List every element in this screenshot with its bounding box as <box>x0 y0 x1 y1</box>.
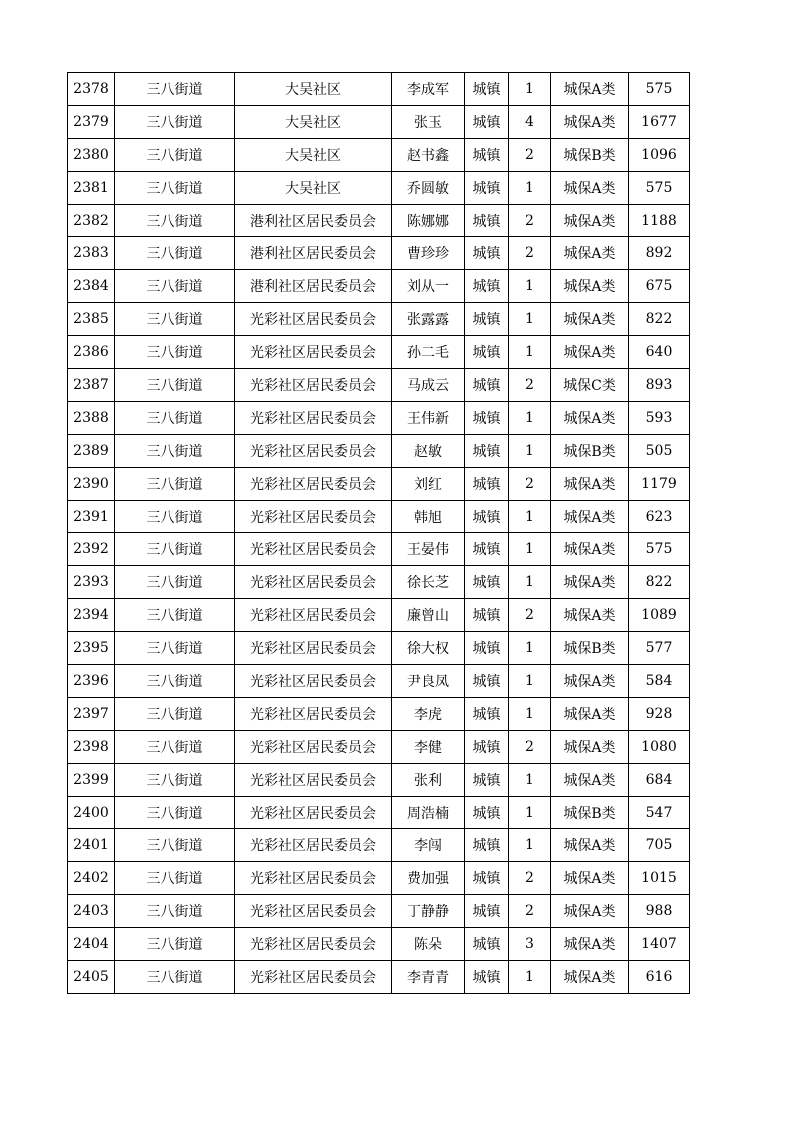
person-name-cell: 乔圆敏 <box>392 171 465 204</box>
table-row <box>68 862 690 895</box>
record-number-cell: 2381 <box>68 171 115 204</box>
person-name-cell: 张利 <box>392 763 465 796</box>
area-type-cell: 城镇 <box>465 73 509 106</box>
household-count-cell: 2 <box>509 204 551 237</box>
household-count-cell: 2 <box>509 467 551 500</box>
street-name-cell: 三八街道 <box>115 171 235 204</box>
person-name-cell: 王晏伟 <box>392 533 465 566</box>
household-count-cell: 1 <box>509 434 551 467</box>
household-count-cell: 2 <box>509 237 551 270</box>
household-count-cell: 1 <box>509 796 551 829</box>
insurance-category-cell: 城保A类 <box>551 204 629 237</box>
street-name-cell: 三八街道 <box>115 730 235 763</box>
person-name-cell: 曹珍珍 <box>392 237 465 270</box>
table-row <box>68 467 690 500</box>
community-name-cell: 光彩社区居民委员会 <box>235 632 392 665</box>
area-type-cell: 城镇 <box>465 829 509 862</box>
table-row <box>68 566 690 599</box>
table-row <box>68 105 690 138</box>
street-name-cell: 三八街道 <box>115 895 235 928</box>
community-name-cell: 光彩社区居民委员会 <box>235 730 392 763</box>
amount-cell: 1096 <box>629 138 690 171</box>
community-name-cell: 港利社区居民委员会 <box>235 204 392 237</box>
household-count-cell: 4 <box>509 105 551 138</box>
community-name-cell: 光彩社区居民委员会 <box>235 303 392 336</box>
community-name-cell: 光彩社区居民委员会 <box>235 599 392 632</box>
street-name-cell: 三八街道 <box>115 533 235 566</box>
person-name-cell: 刘红 <box>392 467 465 500</box>
community-name-cell: 光彩社区居民委员会 <box>235 401 392 434</box>
area-type-cell: 城镇 <box>465 533 509 566</box>
household-count-cell: 1 <box>509 73 551 106</box>
insurance-category-cell: 城保A类 <box>551 73 629 106</box>
record-number-cell: 2391 <box>68 500 115 533</box>
insurance-category-cell: 城保A类 <box>551 862 629 895</box>
record-number-cell: 2388 <box>68 401 115 434</box>
area-type-cell: 城镇 <box>465 796 509 829</box>
record-number-cell: 2380 <box>68 138 115 171</box>
table-row <box>68 401 690 434</box>
area-type-cell: 城镇 <box>465 171 509 204</box>
amount-cell: 575 <box>629 533 690 566</box>
area-type-cell: 城镇 <box>465 961 509 994</box>
insurance-category-cell: 城保A类 <box>551 928 629 961</box>
street-name-cell: 三八街道 <box>115 204 235 237</box>
table-row <box>68 697 690 730</box>
insurance-category-cell: 城保A类 <box>551 829 629 862</box>
area-type-cell: 城镇 <box>465 105 509 138</box>
amount-cell: 1179 <box>629 467 690 500</box>
community-name-cell: 光彩社区居民委员会 <box>235 697 392 730</box>
insurance-category-cell: 城保B类 <box>551 434 629 467</box>
table-row <box>68 270 690 303</box>
records-table <box>67 72 690 994</box>
person-name-cell: 李青青 <box>392 961 465 994</box>
person-name-cell: 张玉 <box>392 105 465 138</box>
person-name-cell: 尹良凤 <box>392 665 465 698</box>
record-number-cell: 2403 <box>68 895 115 928</box>
community-name-cell: 光彩社区居民委员会 <box>235 829 392 862</box>
household-count-cell: 1 <box>509 632 551 665</box>
table-row <box>68 138 690 171</box>
area-type-cell: 城镇 <box>465 632 509 665</box>
table-row <box>68 171 690 204</box>
person-name-cell: 陈娜娜 <box>392 204 465 237</box>
table-row <box>68 730 690 763</box>
table-row <box>68 303 690 336</box>
record-number-cell: 2404 <box>68 928 115 961</box>
person-name-cell: 廉曾山 <box>392 599 465 632</box>
insurance-category-cell: 城保C类 <box>551 369 629 402</box>
household-count-cell: 1 <box>509 566 551 599</box>
area-type-cell: 城镇 <box>465 237 509 270</box>
area-type-cell: 城镇 <box>465 401 509 434</box>
table-row <box>68 928 690 961</box>
community-name-cell: 光彩社区居民委员会 <box>235 369 392 402</box>
person-name-cell: 丁静静 <box>392 895 465 928</box>
street-name-cell: 三八街道 <box>115 829 235 862</box>
household-count-cell: 2 <box>509 895 551 928</box>
street-name-cell: 三八街道 <box>115 632 235 665</box>
insurance-category-cell: 城保B类 <box>551 796 629 829</box>
amount-cell: 675 <box>629 270 690 303</box>
household-count-cell: 2 <box>509 138 551 171</box>
insurance-category-cell: 城保A类 <box>551 665 629 698</box>
household-count-cell: 3 <box>509 928 551 961</box>
amount-cell: 822 <box>629 566 690 599</box>
amount-cell: 575 <box>629 73 690 106</box>
area-type-cell: 城镇 <box>465 138 509 171</box>
area-type-cell: 城镇 <box>465 566 509 599</box>
community-name-cell: 光彩社区居民委员会 <box>235 533 392 566</box>
person-name-cell: 赵书鑫 <box>392 138 465 171</box>
street-name-cell: 三八街道 <box>115 500 235 533</box>
table-row <box>68 336 690 369</box>
record-number-cell: 2405 <box>68 961 115 994</box>
person-name-cell: 马成云 <box>392 369 465 402</box>
street-name-cell: 三八街道 <box>115 336 235 369</box>
street-name-cell: 三八街道 <box>115 862 235 895</box>
insurance-category-cell: 城保A类 <box>551 303 629 336</box>
record-number-cell: 2394 <box>68 599 115 632</box>
insurance-category-cell: 城保A类 <box>551 566 629 599</box>
community-name-cell: 大吴社区 <box>235 73 392 106</box>
person-name-cell: 徐长芝 <box>392 566 465 599</box>
community-name-cell: 光彩社区居民委员会 <box>235 763 392 796</box>
street-name-cell: 三八街道 <box>115 434 235 467</box>
household-count-cell: 1 <box>509 336 551 369</box>
table-row <box>68 434 690 467</box>
insurance-category-cell: 城保A类 <box>551 599 629 632</box>
record-number-cell: 2386 <box>68 336 115 369</box>
street-name-cell: 三八街道 <box>115 961 235 994</box>
amount-cell: 640 <box>629 336 690 369</box>
record-number-cell: 2382 <box>68 204 115 237</box>
area-type-cell: 城镇 <box>465 467 509 500</box>
amount-cell: 547 <box>629 796 690 829</box>
insurance-category-cell: 城保A类 <box>551 336 629 369</box>
community-name-cell: 光彩社区居民委员会 <box>235 336 392 369</box>
table-row <box>68 599 690 632</box>
household-count-cell: 1 <box>509 171 551 204</box>
table-row <box>68 961 690 994</box>
street-name-cell: 三八街道 <box>115 138 235 171</box>
street-name-cell: 三八街道 <box>115 697 235 730</box>
record-number-cell: 2399 <box>68 763 115 796</box>
community-name-cell: 光彩社区居民委员会 <box>235 796 392 829</box>
street-name-cell: 三八街道 <box>115 763 235 796</box>
community-name-cell: 光彩社区居民委员会 <box>235 862 392 895</box>
amount-cell: 988 <box>629 895 690 928</box>
household-count-cell: 1 <box>509 763 551 796</box>
table-row <box>68 73 690 106</box>
person-name-cell: 李成军 <box>392 73 465 106</box>
amount-cell: 616 <box>629 961 690 994</box>
amount-cell: 577 <box>629 632 690 665</box>
insurance-category-cell: 城保A类 <box>551 730 629 763</box>
amount-cell: 705 <box>629 829 690 862</box>
amount-cell: 684 <box>629 763 690 796</box>
record-number-cell: 2384 <box>68 270 115 303</box>
area-type-cell: 城镇 <box>465 862 509 895</box>
amount-cell: 584 <box>629 665 690 698</box>
household-count-cell: 2 <box>509 862 551 895</box>
person-name-cell: 徐大权 <box>392 632 465 665</box>
community-name-cell: 光彩社区居民委员会 <box>235 895 392 928</box>
amount-cell: 623 <box>629 500 690 533</box>
household-count-cell: 2 <box>509 599 551 632</box>
street-name-cell: 三八街道 <box>115 566 235 599</box>
record-number-cell: 2392 <box>68 533 115 566</box>
record-number-cell: 2379 <box>68 105 115 138</box>
record-number-cell: 2385 <box>68 303 115 336</box>
person-name-cell: 陈朵 <box>392 928 465 961</box>
area-type-cell: 城镇 <box>465 336 509 369</box>
insurance-category-cell: 城保A类 <box>551 533 629 566</box>
street-name-cell: 三八街道 <box>115 270 235 303</box>
table-row <box>68 632 690 665</box>
person-name-cell: 李闯 <box>392 829 465 862</box>
amount-cell: 928 <box>629 697 690 730</box>
community-name-cell: 光彩社区居民委员会 <box>235 566 392 599</box>
household-count-cell: 2 <box>509 730 551 763</box>
amount-cell: 505 <box>629 434 690 467</box>
table-row <box>68 237 690 270</box>
community-name-cell: 大吴社区 <box>235 138 392 171</box>
amount-cell: 1015 <box>629 862 690 895</box>
community-name-cell: 光彩社区居民委员会 <box>235 500 392 533</box>
area-type-cell: 城镇 <box>465 928 509 961</box>
insurance-category-cell: 城保A类 <box>551 171 629 204</box>
area-type-cell: 城镇 <box>465 697 509 730</box>
household-count-cell: 1 <box>509 401 551 434</box>
record-number-cell: 2393 <box>68 566 115 599</box>
household-count-cell: 1 <box>509 697 551 730</box>
household-count-cell: 1 <box>509 961 551 994</box>
street-name-cell: 三八街道 <box>115 467 235 500</box>
record-number-cell: 2389 <box>68 434 115 467</box>
table-row <box>68 500 690 533</box>
community-name-cell: 光彩社区居民委员会 <box>235 467 392 500</box>
insurance-category-cell: 城保A类 <box>551 237 629 270</box>
table-row <box>68 829 690 862</box>
record-number-cell: 2398 <box>68 730 115 763</box>
record-number-cell: 2390 <box>68 467 115 500</box>
record-number-cell: 2402 <box>68 862 115 895</box>
community-name-cell: 光彩社区居民委员会 <box>235 961 392 994</box>
community-name-cell: 大吴社区 <box>235 105 392 138</box>
street-name-cell: 三八街道 <box>115 369 235 402</box>
amount-cell: 822 <box>629 303 690 336</box>
table-body <box>68 73 690 994</box>
record-number-cell: 2395 <box>68 632 115 665</box>
person-name-cell: 赵敏 <box>392 434 465 467</box>
household-count-cell: 1 <box>509 533 551 566</box>
household-count-cell: 1 <box>509 303 551 336</box>
person-name-cell: 费加强 <box>392 862 465 895</box>
area-type-cell: 城镇 <box>465 665 509 698</box>
area-type-cell: 城镇 <box>465 895 509 928</box>
person-name-cell: 李健 <box>392 730 465 763</box>
person-name-cell: 王伟新 <box>392 401 465 434</box>
area-type-cell: 城镇 <box>465 303 509 336</box>
street-name-cell: 三八街道 <box>115 928 235 961</box>
insurance-category-cell: 城保B类 <box>551 138 629 171</box>
table-row <box>68 533 690 566</box>
record-number-cell: 2400 <box>68 796 115 829</box>
amount-cell: 892 <box>629 237 690 270</box>
insurance-category-cell: 城保A类 <box>551 895 629 928</box>
area-type-cell: 城镇 <box>465 204 509 237</box>
insurance-category-cell: 城保A类 <box>551 105 629 138</box>
insurance-category-cell: 城保A类 <box>551 500 629 533</box>
person-name-cell: 张露露 <box>392 303 465 336</box>
household-count-cell: 2 <box>509 369 551 402</box>
street-name-cell: 三八街道 <box>115 401 235 434</box>
community-name-cell: 光彩社区居民委员会 <box>235 434 392 467</box>
insurance-category-cell: 城保A类 <box>551 961 629 994</box>
household-count-cell: 1 <box>509 665 551 698</box>
record-number-cell: 2383 <box>68 237 115 270</box>
community-name-cell: 港利社区居民委员会 <box>235 270 392 303</box>
table-row <box>68 665 690 698</box>
household-count-cell: 1 <box>509 829 551 862</box>
amount-cell: 1080 <box>629 730 690 763</box>
person-name-cell: 孙二毛 <box>392 336 465 369</box>
community-name-cell: 光彩社区居民委员会 <box>235 665 392 698</box>
street-name-cell: 三八街道 <box>115 599 235 632</box>
insurance-category-cell: 城保A类 <box>551 697 629 730</box>
amount-cell: 1188 <box>629 204 690 237</box>
insurance-category-cell: 城保A类 <box>551 401 629 434</box>
street-name-cell: 三八街道 <box>115 303 235 336</box>
area-type-cell: 城镇 <box>465 500 509 533</box>
area-type-cell: 城镇 <box>465 599 509 632</box>
street-name-cell: 三八街道 <box>115 237 235 270</box>
table-row <box>68 204 690 237</box>
area-type-cell: 城镇 <box>465 369 509 402</box>
table-row <box>68 763 690 796</box>
community-name-cell: 光彩社区居民委员会 <box>235 928 392 961</box>
insurance-category-cell: 城保B类 <box>551 632 629 665</box>
insurance-category-cell: 城保A类 <box>551 763 629 796</box>
area-type-cell: 城镇 <box>465 434 509 467</box>
area-type-cell: 城镇 <box>465 730 509 763</box>
record-number-cell: 2378 <box>68 73 115 106</box>
community-name-cell: 港利社区居民委员会 <box>235 237 392 270</box>
household-count-cell: 1 <box>509 500 551 533</box>
insurance-category-cell: 城保A类 <box>551 467 629 500</box>
record-number-cell: 2387 <box>68 369 115 402</box>
street-name-cell: 三八街道 <box>115 73 235 106</box>
amount-cell: 575 <box>629 171 690 204</box>
table-row <box>68 796 690 829</box>
person-name-cell: 刘从一 <box>392 270 465 303</box>
table-row <box>68 895 690 928</box>
amount-cell: 1677 <box>629 105 690 138</box>
person-name-cell: 韩旭 <box>392 500 465 533</box>
amount-cell: 593 <box>629 401 690 434</box>
amount-cell: 1407 <box>629 928 690 961</box>
record-number-cell: 2397 <box>68 697 115 730</box>
street-name-cell: 三八街道 <box>115 665 235 698</box>
amount-cell: 1089 <box>629 599 690 632</box>
community-name-cell: 大吴社区 <box>235 171 392 204</box>
street-name-cell: 三八街道 <box>115 796 235 829</box>
household-count-cell: 1 <box>509 270 551 303</box>
record-number-cell: 2396 <box>68 665 115 698</box>
area-type-cell: 城镇 <box>465 763 509 796</box>
area-type-cell: 城镇 <box>465 270 509 303</box>
person-name-cell: 周浩楠 <box>392 796 465 829</box>
person-name-cell: 李虎 <box>392 697 465 730</box>
insurance-category-cell: 城保A类 <box>551 270 629 303</box>
record-number-cell: 2401 <box>68 829 115 862</box>
street-name-cell: 三八街道 <box>115 105 235 138</box>
amount-cell: 893 <box>629 369 690 402</box>
table-row <box>68 369 690 402</box>
